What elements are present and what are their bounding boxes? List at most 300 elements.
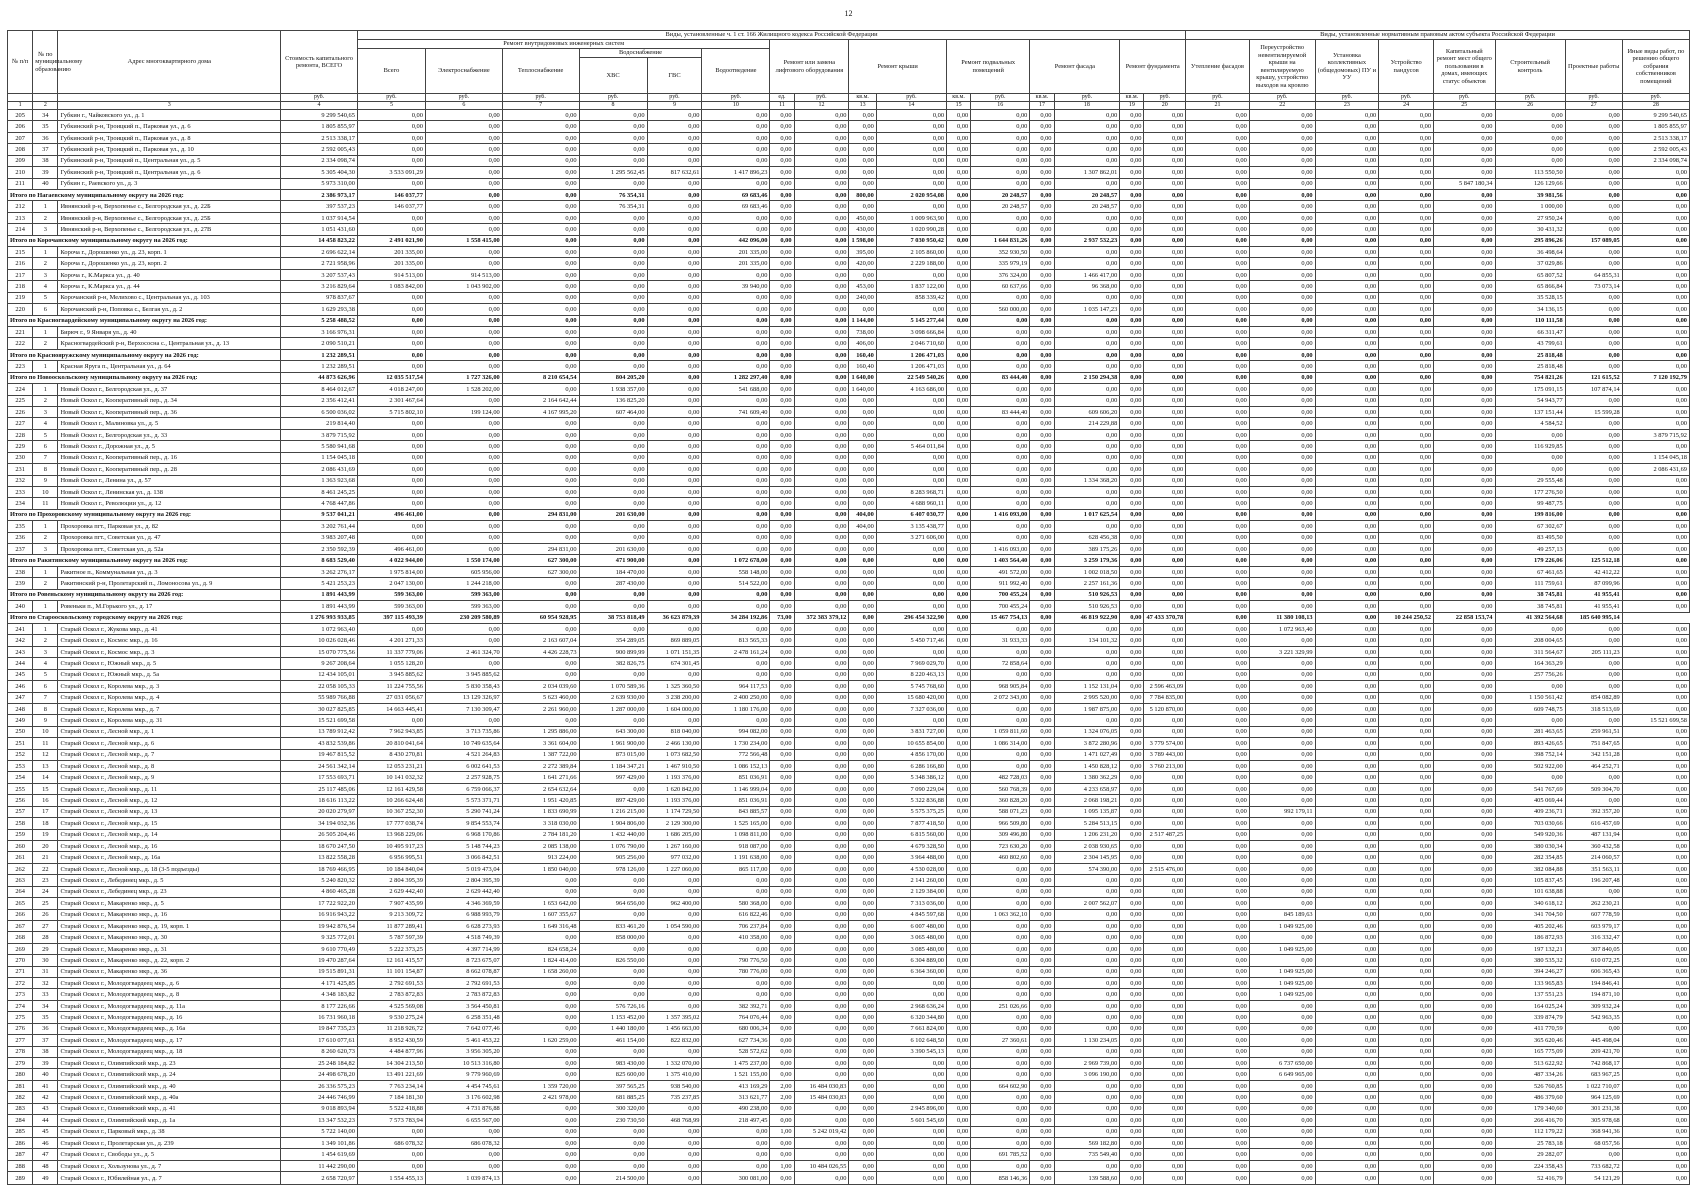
table-cell: 851 036,91 [702, 772, 770, 783]
table-cell: 3 216 829,64 [281, 281, 358, 292]
total-cell: 0,00 [647, 349, 702, 360]
column-number-cell: 27 [1565, 102, 1622, 110]
table-cell: 0,00 [1379, 1115, 1434, 1126]
table-cell: 0,00 [1315, 201, 1379, 212]
column-number-cell: 7 [502, 102, 579, 110]
table-cell: 0,00 [425, 475, 502, 486]
table-cell: 0,00 [579, 258, 647, 269]
table-cell: 0,00 [647, 121, 702, 132]
table-cell: 0,00 [1120, 932, 1144, 943]
table-cell: 2 513 338,17 [1622, 132, 1689, 143]
table-cell: 4 348 183,82 [281, 989, 358, 1000]
total-cell: 6 407 030,77 [876, 509, 946, 520]
address-cell: Старый Оскол г., Свободы ул., д. 5 [58, 1149, 281, 1160]
table-cell: 0,00 [947, 327, 971, 338]
table-cell: 265 [8, 898, 33, 909]
table-cell: 0,00 [647, 201, 702, 212]
table-cell: 0,00 [1030, 429, 1054, 440]
table-cell: 0,00 [1186, 269, 1250, 280]
table-cell: 0,00 [971, 110, 1030, 121]
table-cell: 0,00 [1434, 1012, 1495, 1023]
table-cell: 231 [8, 464, 33, 475]
total-cell: 0,00 [794, 589, 849, 600]
table-cell: 528 572,62 [702, 1046, 770, 1057]
table-cell: 0,00 [849, 635, 876, 646]
table-cell: 0,00 [702, 532, 770, 543]
table-cell: 0,00 [702, 1126, 770, 1137]
table-cell: 0,00 [647, 623, 702, 634]
table-cell: 826 550,00 [579, 955, 647, 966]
address-cell: Ивнянский р-н, Верхопенье с., Белгородская ул., д. 25Б [58, 212, 281, 223]
table-cell: 0,00 [849, 932, 876, 943]
table-cell: 0,00 [502, 1149, 579, 1160]
table-row [8, 292, 1690, 303]
table-cell: 0,00 [1120, 578, 1144, 589]
table-cell: 0,00 [1030, 978, 1054, 989]
table-cell: 0,00 [1120, 863, 1144, 874]
table-cell: 0,00 [1186, 167, 1250, 178]
table-cell: 0,00 [1186, 475, 1250, 486]
table-cell: 0,00 [1054, 1115, 1120, 1126]
table-cell: 259 961,51 [1565, 726, 1622, 737]
table-cell: 404,00 [849, 521, 876, 532]
table-cell: 2 261 960,00 [502, 703, 579, 714]
table-cell: 0,00 [647, 327, 702, 338]
table-cell: 3 271 606,00 [876, 532, 946, 543]
table-cell: 1 184 347,21 [579, 761, 647, 772]
table-cell: 12 161 429,58 [357, 783, 425, 794]
table-cell: 0,00 [1030, 1115, 1054, 1126]
table-cell: 0,00 [1565, 498, 1622, 509]
table-cell: 513 622,92 [1495, 1058, 1565, 1069]
table-cell: 0,00 [1434, 875, 1495, 886]
table-row [8, 703, 1690, 714]
table-cell: 0,00 [947, 806, 971, 817]
table-cell: 1 375 410,00 [647, 1069, 702, 1080]
total-cell: 0,00 [1120, 349, 1144, 360]
table-cell: 0,00 [1315, 886, 1379, 897]
table-cell: 6 815 560,00 [876, 829, 946, 840]
table-cell: 3 065 480,00 [876, 932, 946, 943]
table-cell: 0,00 [849, 989, 876, 1000]
table-cell: 18 [33, 818, 58, 829]
table-cell: 0,00 [702, 212, 770, 223]
table-cell: 4 845 597,68 [876, 909, 946, 920]
table-cell: 0,00 [1565, 144, 1622, 155]
table-cell: 0,00 [357, 452, 425, 463]
table-cell: 0,00 [647, 429, 702, 440]
table-cell: 0,00 [425, 441, 502, 452]
table-cell: 2 086 431,69 [281, 464, 358, 475]
table-cell: 40 [33, 1069, 58, 1080]
table-cell: 0,00 [647, 1126, 702, 1137]
table-cell: 0,00 [502, 1103, 579, 1114]
table-cell: 0,00 [971, 1160, 1030, 1171]
table-row [8, 966, 1690, 977]
table-cell: 0,00 [1249, 761, 1315, 772]
table-cell: 0,00 [1030, 486, 1054, 497]
table-cell: 0,00 [770, 1069, 794, 1080]
table-cell: 0,00 [1144, 247, 1186, 258]
table-row [8, 429, 1690, 440]
table-cell: 0,00 [647, 978, 702, 989]
table-cell: 0,00 [1144, 623, 1186, 634]
table-cell: 29 282,07 [1495, 1149, 1565, 1160]
table-cell: 0,00 [1379, 1046, 1434, 1057]
table-cell: 0,00 [849, 669, 876, 680]
table-cell: 0,00 [1379, 623, 1434, 634]
table-cell: 0,00 [1379, 395, 1434, 406]
table-cell: 964 656,00 [579, 898, 647, 909]
table-cell: 1 607 355,67 [502, 909, 579, 920]
table-cell: 1 686 205,00 [647, 829, 702, 840]
table-cell: 0,00 [971, 863, 1030, 874]
table-cell: 0,00 [1186, 155, 1250, 166]
table-cell: 1 416 093,00 [971, 544, 1030, 555]
table-cell: 0,00 [947, 829, 971, 840]
table-row [8, 110, 1690, 121]
table-cell: 0,00 [1622, 338, 1689, 349]
table-cell: 0,00 [849, 1149, 876, 1160]
table-cell: 0,00 [425, 532, 502, 543]
table-cell: 214 229,88 [1054, 418, 1120, 429]
table-cell: 0,00 [1315, 795, 1379, 806]
table-cell: 0,00 [357, 304, 425, 315]
table-cell: 6 102 648,50 [876, 1035, 946, 1046]
table-cell: 0,00 [579, 1149, 647, 1160]
table-cell: 226 [8, 406, 33, 417]
table-cell: 0,00 [947, 201, 971, 212]
table-cell: 1 824 414,00 [502, 955, 579, 966]
table-cell: 0,00 [1315, 1023, 1379, 1034]
table-cell: 0,00 [1144, 178, 1186, 189]
table-cell: 281 463,65 [1495, 726, 1565, 737]
table-cell: 0,00 [1315, 1035, 1379, 1046]
col-header-construction-control: Строительный контроль [1495, 40, 1565, 94]
table-cell: 0,00 [770, 338, 794, 349]
table-cell: 733 682,72 [1565, 1160, 1622, 1171]
table-cell: 0,00 [794, 441, 849, 452]
table-cell: 175 091,15 [1495, 384, 1565, 395]
table-cell: 0,00 [1186, 258, 1250, 269]
table-cell: 0,00 [1249, 783, 1315, 794]
unit-cell: руб. [1379, 94, 1434, 102]
table-cell: 2 [33, 635, 58, 646]
table-cell: 0,00 [1186, 898, 1250, 909]
table-cell: 0,00 [971, 932, 1030, 943]
table-cell: 0,00 [502, 601, 579, 612]
table-cell: 0,00 [1379, 224, 1434, 235]
table-cell: 240,00 [849, 292, 876, 303]
total-cell: 0,00 [647, 235, 702, 246]
table-row [8, 121, 1690, 132]
table-cell: 0,00 [702, 623, 770, 634]
table-cell: 0,00 [1054, 361, 1120, 372]
table-cell: 13 822 558,28 [281, 852, 358, 863]
table-cell: 206 [8, 121, 33, 132]
table-cell: 0,00 [1030, 441, 1054, 452]
table-cell: 0,00 [502, 1058, 579, 1069]
table-cell: 1 357 395,02 [647, 1012, 702, 1023]
table-cell: 0,00 [357, 418, 425, 429]
table-cell: 0,00 [1030, 406, 1054, 417]
total-cell: 0,00 [1434, 189, 1495, 200]
address-cell: Старый Оскол г., Макаренко мкр., д. 22, корп. 2 [58, 955, 281, 966]
table-cell: 0,00 [794, 875, 849, 886]
table-cell: 2 105 860,00 [876, 247, 946, 258]
table-cell: 3 945 885,62 [357, 669, 425, 680]
table-cell: 0,00 [971, 498, 1030, 509]
total-cell: 0,00 [1379, 349, 1434, 360]
table-cell: 0,00 [1249, 898, 1315, 909]
table-cell: 2 085 138,00 [502, 841, 579, 852]
table-cell: 0,00 [794, 155, 849, 166]
table-cell: 0,00 [849, 623, 876, 634]
table-cell: 0,00 [579, 178, 647, 189]
table-cell: 64 855,31 [1565, 269, 1622, 280]
table-cell: 39 [33, 1058, 58, 1069]
table-cell: 0,00 [1120, 1000, 1144, 1011]
table-cell: 0,00 [702, 338, 770, 349]
table-cell: 0,00 [971, 327, 1030, 338]
column-number-cell: 12 [794, 102, 849, 110]
table-cell: 893 426,65 [1495, 738, 1565, 749]
table-cell: 607 778,59 [1565, 909, 1622, 920]
table-cell: 20 248,57 [971, 201, 1030, 212]
table-cell: 0,00 [1144, 726, 1186, 737]
table-cell: 1 [33, 201, 58, 212]
table-cell: 0,00 [770, 110, 794, 121]
table-cell: 0,00 [1622, 738, 1689, 749]
total-cell: 0,00 [770, 315, 794, 326]
table-cell: 0,00 [1434, 761, 1495, 772]
table-cell: 15 521 699,58 [281, 715, 358, 726]
table-cell: 0,00 [1120, 121, 1144, 132]
table-cell: 0,00 [1249, 1103, 1315, 1114]
table-cell: 0,00 [947, 486, 971, 497]
table-cell: 0,00 [1379, 1149, 1434, 1160]
table-cell: 0,00 [849, 681, 876, 692]
table-cell: 8 723 675,07 [425, 955, 502, 966]
table-cell: 0,00 [1144, 1058, 1186, 1069]
table-cell: 0,00 [1315, 384, 1379, 395]
table-cell: 0,00 [1120, 1103, 1144, 1114]
total-cell: 2 020 954,08 [876, 189, 946, 200]
table-cell: 0,00 [1622, 932, 1689, 943]
table-cell: 0,00 [1315, 452, 1379, 463]
address-cell: Корочанский р-н, Поповка с., Белгая ул., д. 2 [58, 304, 281, 315]
table-cell: 15 [33, 783, 58, 794]
table-cell: 0,00 [1565, 395, 1622, 406]
total-cell: 2 491 021,90 [357, 235, 425, 246]
table-cell: 0,00 [1054, 292, 1120, 303]
table-cell: 0,00 [1144, 544, 1186, 555]
table-cell: 0,00 [1495, 144, 1565, 155]
table-cell: 0,00 [1565, 681, 1622, 692]
table-cell: 5 580 941,68 [281, 441, 358, 452]
table-cell: 0,00 [947, 681, 971, 692]
table-cell: 0,00 [849, 418, 876, 429]
table-row [8, 578, 1690, 589]
table-cell: 0,00 [947, 749, 971, 760]
table-cell: 0,00 [849, 692, 876, 703]
table-cell: 0,00 [971, 384, 1030, 395]
table-cell: 0,00 [770, 406, 794, 417]
table-cell: 1 071 151,35 [647, 646, 702, 657]
unit-cell: руб. [794, 94, 849, 102]
table-row [8, 1172, 1690, 1185]
address-cell: Старый Оскол г., Королева мкр., д. 3 [58, 681, 281, 692]
table-cell: 7 784 835,00 [1144, 692, 1186, 703]
table-cell: 1 191 638,00 [702, 852, 770, 863]
total-cell: 0,00 [1434, 509, 1495, 520]
table-cell: 0,00 [1030, 783, 1054, 794]
table-cell: 994 082,00 [702, 726, 770, 737]
table-cell: 0,00 [647, 395, 702, 406]
table-cell: 0,00 [1622, 1012, 1689, 1023]
total-cell: 0,00 [770, 372, 794, 383]
table-cell: 0,00 [1379, 932, 1434, 943]
table-cell: 16 [33, 795, 58, 806]
table-cell: 23 [33, 875, 58, 886]
table-cell: 2,00 [770, 1092, 794, 1103]
table-cell: 1 193 376,00 [647, 772, 702, 783]
table-cell: 0,00 [1379, 669, 1434, 680]
table-cell: 245 [8, 669, 33, 680]
total-cell: 442 096,00 [702, 235, 770, 246]
table-cell: 3 [33, 224, 58, 235]
table-row [8, 920, 1690, 931]
unit-cell [8, 94, 33, 102]
total-cell: 0,00 [502, 589, 579, 600]
table-cell: 0,00 [1120, 224, 1144, 235]
table-cell: 0,00 [1434, 749, 1495, 760]
table-cell: 0,00 [579, 532, 647, 543]
table-cell: 0,00 [1144, 212, 1186, 223]
table-cell: 0,00 [1379, 726, 1434, 737]
table-cell: 3 096 190,00 [1054, 1069, 1120, 1080]
table-cell: 0,00 [647, 989, 702, 1000]
table-cell: 11 877 289,41 [357, 920, 425, 931]
table-cell: 0,00 [971, 464, 1030, 475]
table-cell: 0,00 [1249, 544, 1315, 555]
table-cell: 0,00 [1622, 1058, 1689, 1069]
table-cell: 0,00 [1379, 521, 1434, 532]
table-cell: 738,00 [849, 327, 876, 338]
table-cell: 0,00 [1379, 738, 1434, 749]
total-cell: 0,00 [647, 189, 702, 200]
total-cell: 0,00 [1249, 235, 1315, 246]
table-cell: 0,00 [1565, 167, 1622, 178]
table-row [8, 1035, 1690, 1046]
table-cell: 8 283 968,71 [876, 486, 946, 497]
table-cell: 0,00 [1565, 258, 1622, 269]
table-cell: 0,00 [1030, 932, 1054, 943]
table-cell: 0,00 [502, 658, 579, 669]
table-cell: 287 [8, 1149, 33, 1160]
table-cell: 0,00 [1315, 441, 1379, 452]
total-cell: 0,00 [1565, 315, 1622, 326]
table-cell: 0,00 [579, 521, 647, 532]
table-cell: 1 475 237,00 [702, 1058, 770, 1069]
table-cell: 0,00 [1249, 395, 1315, 406]
table-cell: 0,00 [425, 486, 502, 497]
table-cell: 263 [8, 875, 33, 886]
table-cell: 0,00 [357, 132, 425, 143]
table-cell: 0,00 [1030, 327, 1054, 338]
address-cell: Губкин г., Раевского ул., д. 3 [58, 178, 281, 189]
table-cell: 16 916 943,22 [281, 909, 358, 920]
table-cell: 0,00 [1144, 1023, 1186, 1034]
address-cell: Старый Оскол г., Олимпийский мкр., д. 23 [58, 1058, 281, 1069]
address-cell: Старый Оскол г., Олимпийский мкр., д. 40 [58, 1080, 281, 1091]
table-cell: 4 731 876,88 [425, 1103, 502, 1114]
table-header [8, 31, 1690, 110]
table-row [8, 852, 1690, 863]
table-cell: 0,00 [1434, 692, 1495, 703]
table-cell: 0,00 [1120, 715, 1144, 726]
table-cell: 0,00 [1379, 920, 1434, 931]
table-cell: 0,00 [849, 132, 876, 143]
total-cell: 0,00 [1144, 189, 1186, 200]
table-cell: 0,00 [770, 441, 794, 452]
table-cell: 1 153 452,00 [579, 1012, 647, 1023]
table-cell: 9 325 772,01 [281, 932, 358, 943]
table-cell: 4 163 686,00 [876, 384, 946, 395]
table-cell: 0,00 [1030, 475, 1054, 486]
table-cell: 0,00 [647, 464, 702, 475]
table-cell: 0,00 [1144, 841, 1186, 852]
table-cell: 0,00 [1186, 1149, 1250, 1160]
table-cell: 34 194 032,36 [281, 818, 358, 829]
table-cell: 0,00 [1315, 578, 1379, 589]
table-cell: 0,00 [1565, 224, 1622, 235]
table-cell: 0,00 [1249, 1023, 1315, 1034]
table-cell: 266 [8, 909, 33, 920]
total-cell: 0,00 [1379, 315, 1434, 326]
table-cell: 5 120 870,00 [1144, 703, 1186, 714]
table-cell: 0,00 [770, 1137, 794, 1148]
table-cell: 0,00 [849, 304, 876, 315]
total-cell: 0,00 [1249, 509, 1315, 520]
total-cell: 0,00 [1120, 555, 1144, 566]
table-cell: 2 350 592,39 [281, 544, 358, 555]
table-cell: 0,00 [1186, 1126, 1250, 1137]
table-cell: 0,00 [502, 1126, 579, 1137]
table-cell: 0,00 [1120, 978, 1144, 989]
table-cell: 0,00 [947, 1137, 971, 1148]
table-cell: 0,00 [1120, 909, 1144, 920]
table-cell: 0,00 [579, 601, 647, 612]
table-cell: 8 952 430,59 [357, 1035, 425, 1046]
table-cell: 4 346 369,59 [425, 898, 502, 909]
table-cell: 0,00 [579, 966, 647, 977]
table-cell: 42 412,22 [1565, 566, 1622, 577]
table-cell: 1 837 122,00 [876, 281, 946, 292]
table-cell: 160,40 [849, 361, 876, 372]
table-cell: 0,00 [1434, 121, 1495, 132]
table-cell: 1 216 215,00 [579, 806, 647, 817]
total-cell: 0,00 [1030, 555, 1054, 566]
table-cell: 0,00 [971, 623, 1030, 634]
table-cell: 0,00 [1434, 566, 1495, 577]
total-cell: 0,00 [1434, 349, 1495, 360]
table-cell: 0,00 [1315, 635, 1379, 646]
table-row [8, 1149, 1690, 1160]
table-cell: 219 [8, 292, 33, 303]
table-cell: 606 365,43 [1565, 966, 1622, 977]
table-cell: 0,00 [1030, 1058, 1054, 1069]
